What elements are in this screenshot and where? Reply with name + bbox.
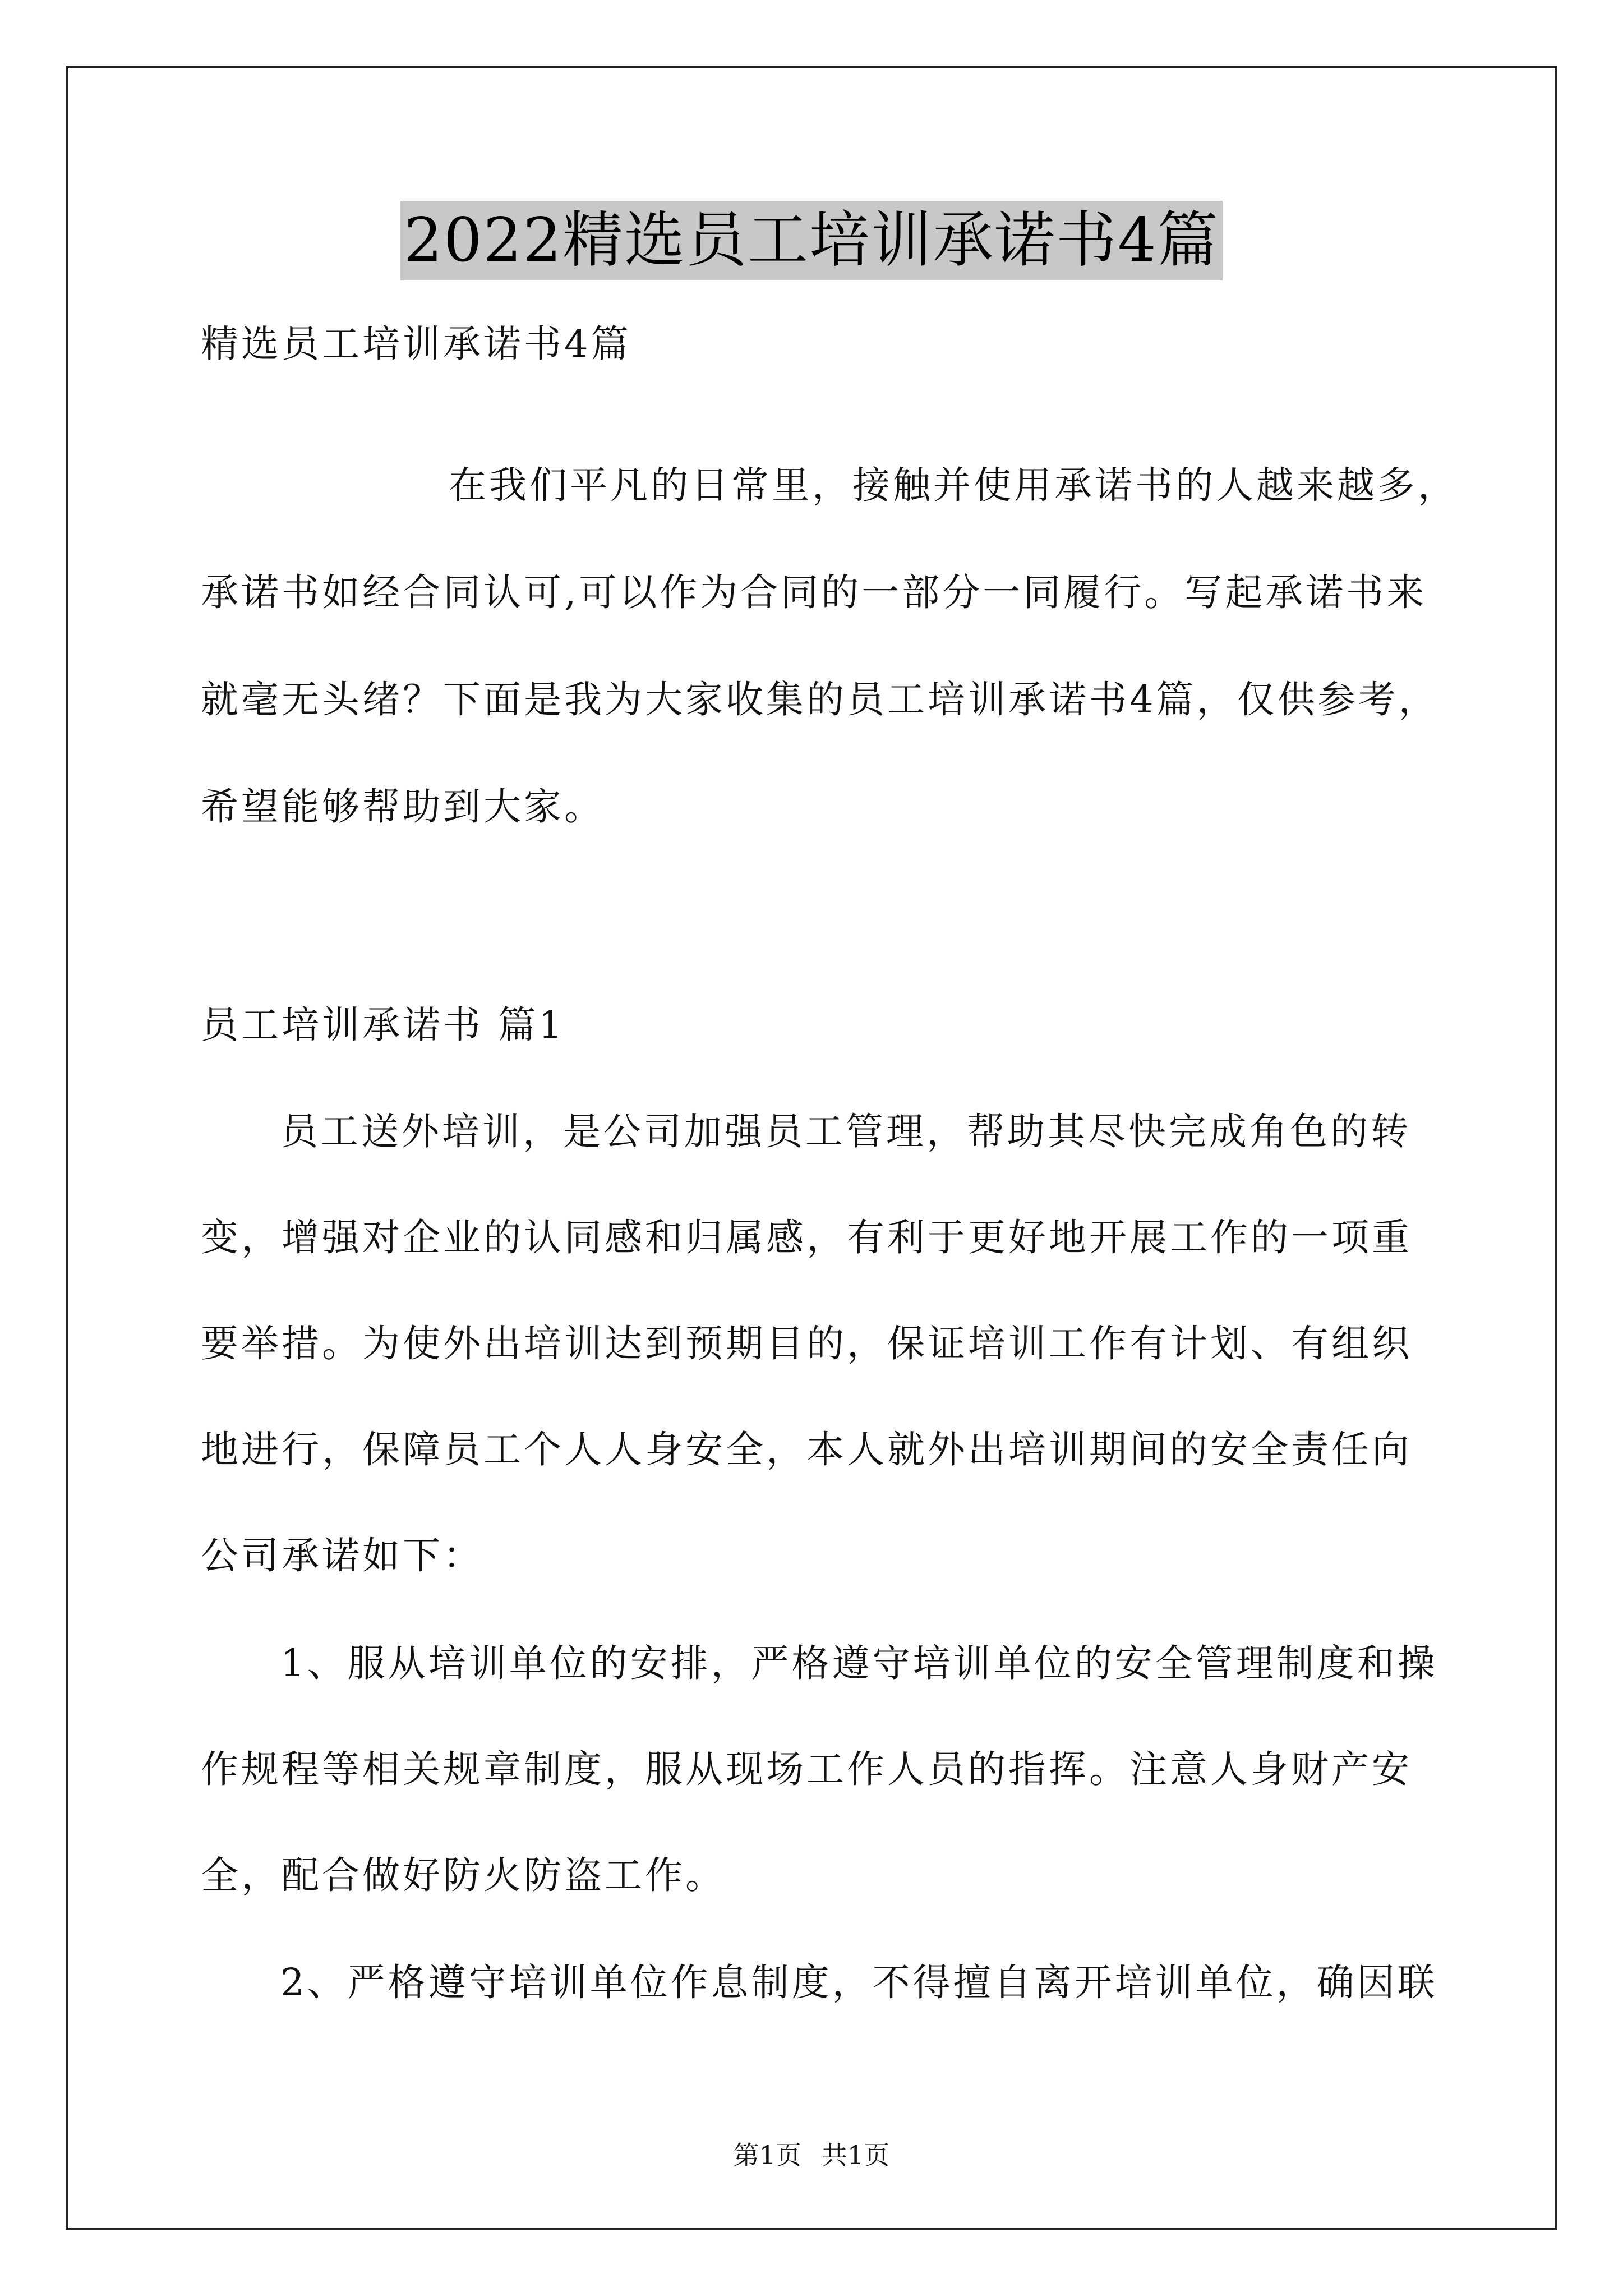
para1-line-5: 公司承诺如下： (201, 1534, 483, 1577)
intro-line-2: 承诺书如经合同认可,可以作为合同的一部分一同履行。写起承诺书来 (201, 570, 1427, 614)
para1-line-3: 要举措。为使外出培训达到预期目的，保证培训工作有计划、有组织 (201, 1322, 1412, 1365)
para1-line-2: 变，增强对企业的认同感和归属感，有利于更好地开展工作的一项重 (201, 1216, 1412, 1259)
page-footer (0, 2135, 1623, 2172)
intro-line-4: 希望能够帮助到大家。 (201, 785, 605, 829)
section-heading: 员工培训承诺书 篇1 (201, 1003, 565, 1047)
para1-line-4: 地进行，保障员工个人人身安全，本人就外出培训期间的安全责任向 (201, 1428, 1412, 1471)
intro-line-3: 就毫无头绪？下面是我为大家收集的员工培训承诺书4篇，仅供参考， (201, 678, 1439, 721)
item1-line-2: 作规程等相关规章制度，服从现场工作人员的指挥。注意人身财产安 (201, 1747, 1412, 1791)
title-container (0, 201, 1623, 280)
item1-line-1: 1、服从培训单位的安排，严格遵守培训单位的安全管理制度和操 (280, 1641, 1438, 1685)
page-number: 第1页 (733, 2140, 801, 2170)
item2-line-1: 2、严格遵守培训单位作息制度，不得擅自离开培训单位，确因联 (280, 1961, 1438, 2004)
para1-line-1: 员工送外培训，是公司加强员工管理，帮助其尽快完成角色的转 (280, 1110, 1411, 1153)
item1-line-3: 全，配合做好防火防盗工作。 (201, 1853, 726, 1897)
page-total: 共1页 (822, 2140, 890, 2170)
document-title: 2022精选员工培训承诺书4篇 (400, 201, 1223, 280)
subtitle: 精选员工培训承诺书4篇 (201, 322, 631, 366)
intro-line-1: 在我们平凡的日常里，接触并使用承诺书的人越来越多， (449, 463, 1458, 507)
